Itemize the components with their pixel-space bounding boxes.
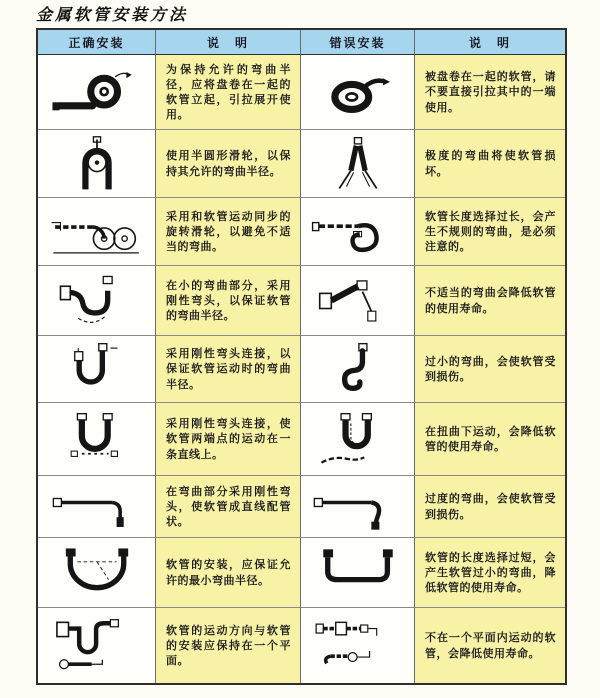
- too-small-bend-hose-icon: [308, 341, 408, 398]
- wrong-note-cell: [415, 538, 565, 608]
- correct-illustration-cell: [38, 130, 156, 198]
- note-text: 被盘卷在一起的软管，请不要直接引拉其中的一端使用。: [425, 70, 556, 114]
- header-label: 错误安装: [329, 35, 386, 50]
- wrong-illustration-cell: [301, 55, 415, 130]
- page-title: 金属软管安装方法: [36, 5, 189, 24]
- wrong-illustration-cell: [301, 538, 415, 608]
- note-text: 软管的长度选择过短，会产生软管过小的弯曲，降低软管的使用寿命。: [425, 550, 556, 595]
- wrong-note-cell: [415, 198, 565, 266]
- wrong-note-cell: [415, 403, 565, 476]
- wrong-note-cell: [415, 476, 565, 538]
- wrong-note-cell: [415, 266, 565, 336]
- wrong-illustration-cell: [301, 130, 415, 198]
- correct-note-cell: [156, 538, 301, 608]
- correct-note-cell: [156, 476, 301, 538]
- twisted-u-hose-icon: [308, 411, 408, 468]
- note-text: 采用刚性弯头连接，使软管两端点的运动在一条直线上。: [166, 417, 291, 461]
- excessive-bend-hose-icon: [308, 478, 408, 535]
- header-label: 说 明: [468, 35, 511, 50]
- correct-illustration-cell: [38, 55, 156, 130]
- flat-coil-pulled-hose-icon: [308, 64, 408, 121]
- header-wrong-note: [415, 30, 565, 55]
- wrong-note-cell: [415, 608, 565, 683]
- note-text: 不在一个平面内运动的软管，会降低使用寿命。: [425, 631, 556, 660]
- correct-note-cell: [156, 608, 301, 683]
- header-wrong-install: [301, 30, 415, 55]
- wrong-illustration-cell: [301, 608, 415, 683]
- correct-note-cell: [156, 198, 301, 266]
- note-text: 采用刚性弯头连接，以保证软管运动时的弯曲半径。: [166, 347, 291, 391]
- wrong-note-cell: [415, 130, 565, 198]
- semicircular-pulley-hose-icon: [47, 135, 147, 192]
- non-planar-hose-icon: [308, 617, 408, 674]
- upright-coil-hose-icon: [47, 64, 147, 121]
- wrong-illustration-cell: [301, 198, 415, 266]
- correct-illustration-cell: [38, 336, 156, 403]
- correct-illustration-cell: [38, 608, 156, 683]
- planar-trap-hose-icon: [47, 617, 147, 674]
- correct-note-cell: [156, 403, 301, 476]
- extreme-bend-hose-icon: [308, 135, 408, 192]
- note-text: 过度的弯曲，会使软管受到损伤。: [425, 492, 556, 521]
- note-text: 在小的弯曲部分，采用刚性弯头，以保证软管的弯曲半径。: [166, 278, 291, 323]
- rigid-elbow-connection-hose-icon: [47, 341, 147, 398]
- straight-pipe-elbow-hose-icon: [47, 478, 147, 535]
- header-correct-note: [156, 30, 301, 55]
- correct-illustration-cell: [38, 266, 156, 336]
- header-label: 正确安装: [68, 35, 125, 50]
- note-text: 软管的安装，应保证允许的最小弯曲半径。: [166, 558, 291, 587]
- wrong-illustration-cell: [301, 266, 415, 336]
- correct-note-cell: [156, 336, 301, 403]
- note-text: 在弯曲部分采用刚性弯头，使软管成直线配管状。: [166, 484, 291, 529]
- note-text: 软管的运动方向与软管的安装应保持在一个平面。: [166, 623, 291, 668]
- note-text: 使用半圆形滑轮，以保持其允许的弯曲半径。: [166, 149, 291, 178]
- wrong-illustration-cell: [301, 476, 415, 538]
- improper-bend-hose-icon: [308, 272, 408, 329]
- wrong-illustration-cell: [301, 336, 415, 403]
- note-text: 过小的弯曲，会使软管受到损伤。: [425, 354, 556, 383]
- inline-u-hose-icon: [47, 411, 147, 468]
- rigid-elbow-small-bend-hose-icon: [47, 272, 147, 329]
- correct-illustration-cell: [38, 476, 156, 538]
- wrong-illustration-cell: [301, 403, 415, 476]
- installation-table: [36, 28, 567, 685]
- note-text: 为保持允许的弯曲半径，应将盘卷在一起的软管立起，引拉展开使用。: [166, 62, 291, 122]
- note-text: 采用和软管运动同步的旋转滑轮，以避免不适当的弯曲。: [166, 209, 291, 254]
- header-correct-install: [38, 30, 156, 55]
- wrong-note-cell: [415, 55, 565, 130]
- correct-illustration-cell: [38, 403, 156, 476]
- wrong-note-cell: [415, 336, 565, 403]
- note-text: 软管长度选择过长，会产生不规则的弯曲，是必须注意的。: [425, 209, 556, 254]
- note-text: 不适当的弯曲会降低软管的使用寿命。: [425, 286, 556, 315]
- correct-note-cell: [156, 266, 301, 336]
- synchronized-rollers-hose-icon: [47, 203, 147, 260]
- correct-note-cell: [156, 55, 301, 130]
- correct-illustration-cell: [38, 538, 156, 608]
- header-label: 说 明: [206, 35, 249, 50]
- note-text: 极度的弯曲将使软管损坏。: [425, 149, 556, 178]
- too-short-u-hose-icon: [308, 544, 408, 601]
- correct-illustration-cell: [38, 198, 156, 266]
- min-radius-u-hose-icon: [47, 544, 147, 601]
- note-text: 在扭曲下运动，会降低软管的使用寿命。: [425, 424, 556, 453]
- overlong-loop-hose-icon: [308, 203, 408, 260]
- correct-note-cell: [156, 130, 301, 198]
